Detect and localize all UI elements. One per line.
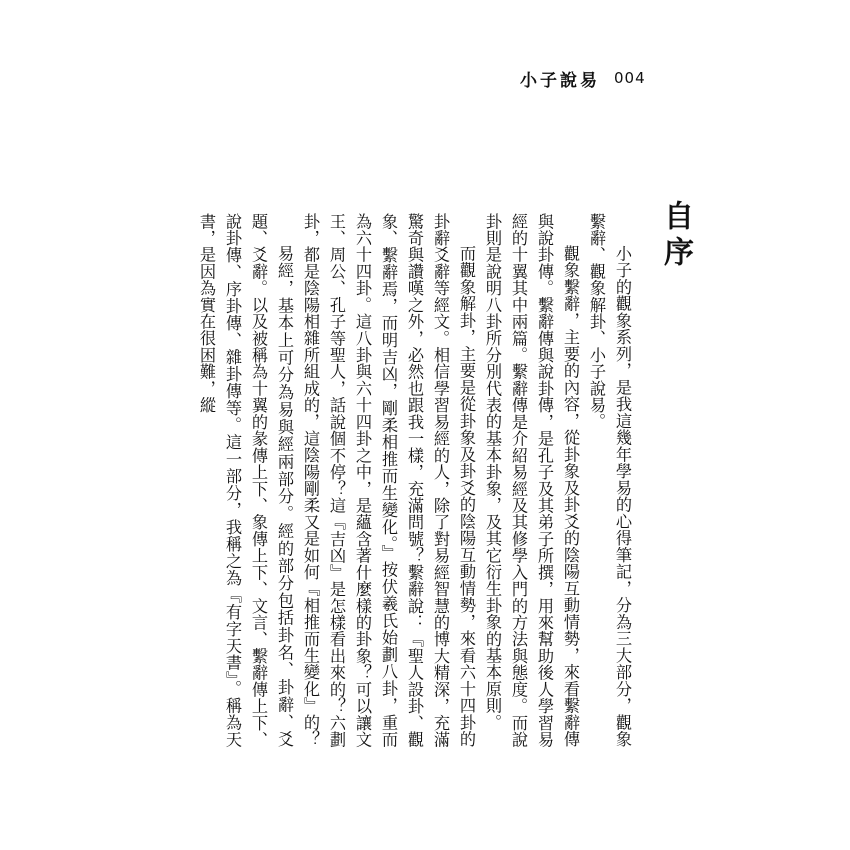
book-title: 小子說易: [520, 70, 600, 91]
running-head: [520, 66, 680, 90]
body-text: [195, 213, 635, 748]
chapter-title: 自序: [658, 200, 693, 272]
paragraph: 而觀象解卦，主要是從卦象及卦爻的陰陽互動情勢，來看六十四卦的卦辭爻辭等經文。相信學習易經的人，除了對易經智慧的博大精深，充滿驚奇與讚嘆之外，必然也跟我一樣，充滿問號？繫辭說：『聖人設卦、觀象、繫辭焉，而明吉凶，剛柔相推而生變化。』按伏羲氏始劃八卦，重而為六十四卦。這八卦與六十四卦之中，是蘊含著什麼樣的卦象？可以讓文王、周公、孔子等聖人，話說個不停？這『吉凶』是怎樣看出來的？六劃卦，都是陰陽相雜所組成的，這陰陽剛柔又是如何『相推而生變化』的？: [301, 213, 476, 748]
paragraph: 小子的觀象系列，是我這幾年學易的心得筆記，分為三大部分，觀象繫辭、觀象解卦、小子說易。: [587, 213, 632, 748]
paragraph: 觀象繫辭，主要的內容，從卦象及卦爻的陰陽互動情勢，來看繫辭傳與說卦傳。繫辭傳與說卦傳，是孔子及其弟子所撰，用來幫助後人學習易經的十翼其中兩篇。繫辭傳是介紹易經及其修學入門的方法與態度。而說卦則是說明八卦所分別代表的基本卦象，及其它衍生卦象的基本原則。: [483, 213, 580, 748]
page-number: 004: [614, 69, 646, 87]
paragraph: 易經，基本上可分為易與經兩部分。經的部分包括卦名、卦辭、爻題、爻辭。以及被稱為十翼的彖傳上下、象傳上下、文言、繫辭傳上下、說卦傳、序卦傳、雜卦傳等。這一部分，我稱之為『有字天書』。稱為天書，是因為實在很困難，縱: [197, 213, 294, 748]
